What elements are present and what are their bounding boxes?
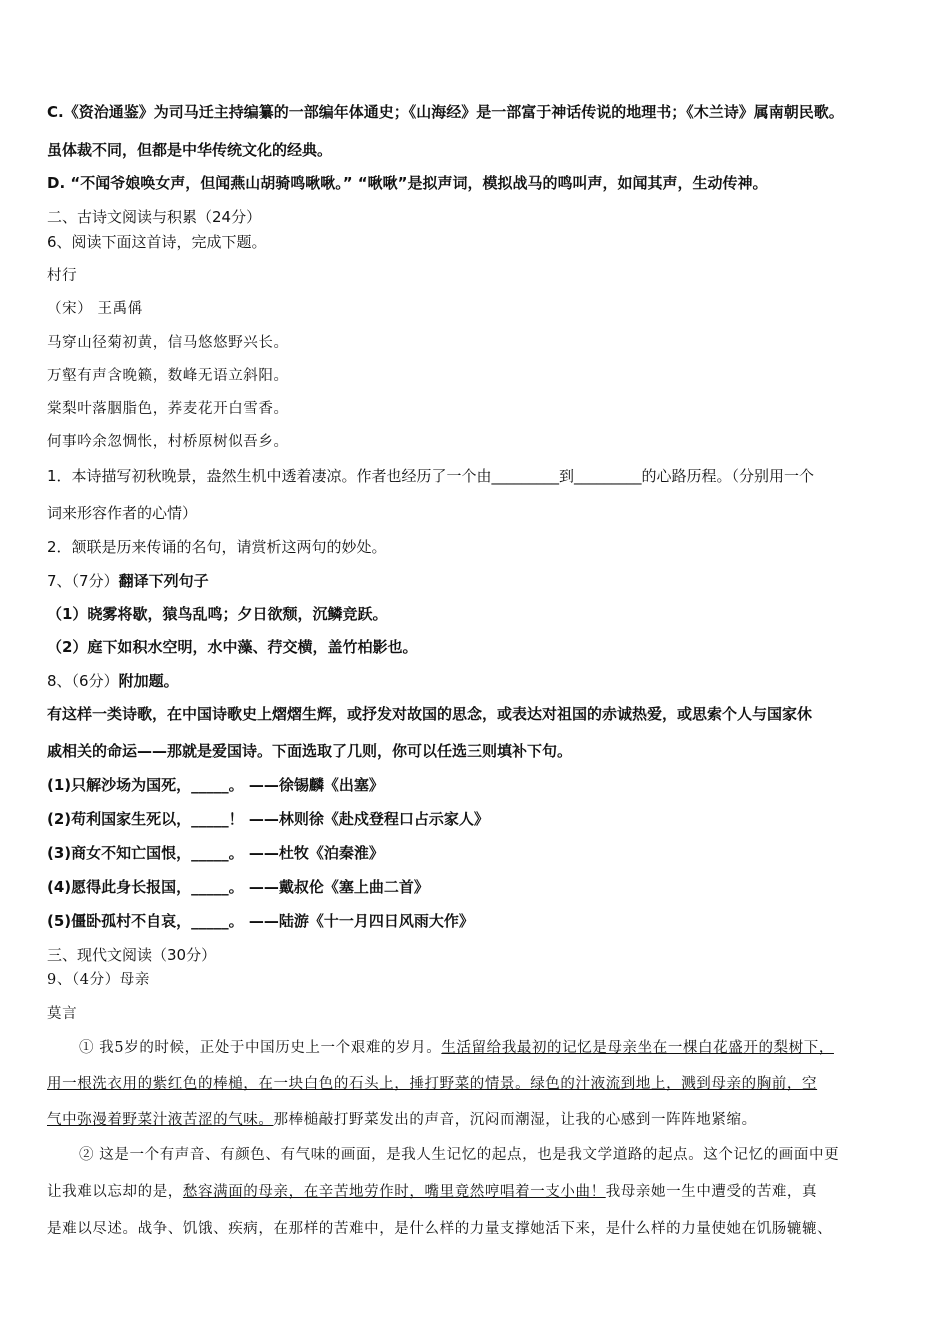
paragraph-1-text-end: 那棒槌敲打野菜发出的声音，沉闷而潮湿，让我的心感到一阵阵地紧缩。 [273, 1112, 757, 1128]
poem-line-4: 何事吟余忽惆怅，村桥原树似吾乡。 [47, 434, 289, 450]
paragraph-1-text: ① 我5岁的时候，正处于中国历史上一个艰难的岁月。 [79, 1040, 442, 1056]
section-3-heading: 三、现代文阅读（30分） [47, 946, 217, 964]
question-8 [47, 671, 179, 691]
poem-line-1: 马穿山径菊初黄，信马悠悠野兴长。 [47, 335, 289, 351]
question-7-2: （2）庭下如积水空明，水中藻、荇交横，盖竹柏影也。 [47, 638, 418, 656]
question-8-title: 附加题。 [118, 672, 179, 690]
question-6-1-line-2: 词来形容作者的心情） [47, 504, 198, 522]
option-d: D. “不闻爷娘唤女声，但闻燕山胡骑鸣啾啾。” “啾啾”是拟声词，模拟战马的鸣叫声，如闻其声，生动传神。 [47, 174, 768, 192]
paragraph-2-underlined: 愁容满面的母亲，在辛苦地劳作时，嘴里竟然哼唱着一支小曲！ [182, 1184, 606, 1200]
question-7-number: 7、（7分） [47, 572, 119, 590]
question-7 [47, 571, 209, 591]
question-8-intro-2: 戚相关的命运——那就是爱国诗。下面选取了几则，你可以任选三则填补下句。 [47, 742, 573, 760]
option-c-line-1: C.《资治通鉴》为司马迁主持编纂的一部编年体通史；《山海经》是一部富于神话传说的地理书；《木兰诗》属南朝民歌。 [47, 103, 844, 121]
paragraph-1-line-3 [47, 1110, 757, 1130]
question-6-1-line-1: 1．本诗描写初秋晚景，盎然生机中透着凄凉。作者也经历了一个由_________到_________的心路历程。（分别用一个 [47, 467, 815, 485]
question-6-2: 2．颔联是历来传诵的名句，请赏析这两句的妙处。 [47, 538, 387, 556]
poem-line-3: 棠梨叶落胭脂色，荞麦花开白雪香。 [47, 401, 289, 417]
paragraph-2-text: 让我难以忘却的是， [47, 1184, 183, 1200]
article-author: 莫言 [47, 1006, 78, 1022]
paragraph-2-line-1: ② 这是一个有声音、有颜色、有气味的画面，是我人生记忆的起点，也是我文学道路的起点。这个记忆的画面中更 [79, 1147, 840, 1163]
question-8-item-4: (4)愿得此身长报国，_____。 ——戴叔伦《塞上曲二首》 [47, 878, 429, 896]
poem-author: （宋） 王禹偁 [47, 301, 143, 317]
paragraph-2-text-end: 我母亲她一生中遭受的苦难，真 [605, 1184, 818, 1200]
section-2-heading: 二、古诗文阅读与积累（24分） [47, 208, 262, 226]
option-c-line-2: 虽体裁不同，但都是中华传统文化的经典。 [47, 141, 333, 159]
question-7-title: 翻译下列句子 [118, 572, 209, 590]
poem-title: 村行 [47, 268, 78, 284]
poem-line-2: 万壑有声含晚籁，数峰无语立斜阳。 [47, 368, 289, 384]
question-8-item-2: (2)苟利国家生死以，_____！ ——林则徐《赴戍登程口占示家人》 [47, 810, 489, 828]
question-8-item-3: (3)商女不知亡国恨，_____。 ——杜牧《泊秦淮》 [47, 844, 384, 862]
paragraph-1-line-1 [79, 1038, 834, 1058]
question-6: 6、阅读下面这首诗，完成下题。 [47, 233, 267, 251]
paragraph-2-line-2 [47, 1182, 817, 1202]
question-8-item-1: (1)只解沙场为国死，_____。 ——徐锡麟《出塞》 [47, 776, 384, 794]
question-8-item-5: (5)僵卧孤村不自哀，_____。 ——陆游《十一月四日风雨大作》 [47, 912, 474, 930]
paragraph-1-line-2: 用一根洗衣用的紫红色的棒槌，在一块白色的石头上，捶打野菜的情景。绿色的汁液流到地上，溅到母亲的胸前，空 [47, 1076, 818, 1092]
question-7-1: （1）晓雾将歇，猿鸟乱鸣；夕日欲颓，沉鳞竞跃。 [47, 605, 388, 623]
paragraph-2-line-3: 是难以尽述。战争、饥饿、疾病，在那样的苦难中，是什么样的力量支撑她活下来，是什么样的力量使她在饥肠辘辘、 [47, 1221, 833, 1237]
paragraph-1-underlined: 生活留给我最初的记忆是母亲坐在一棵白花盛开的梨树下， [441, 1040, 834, 1056]
paragraph-1-underlined-end: 气中弥漫着野菜汁液苦涩的气味。 [47, 1112, 274, 1128]
question-8-number: 8、（6分） [47, 672, 119, 690]
question-8-intro-1: 有这样一类诗歌，在中国诗歌史上熠熠生辉，或抒发对故国的思念，或表达对祖国的赤诚热爱，或思索个人与国家休 [47, 705, 813, 723]
question-9: 9、（4分）母亲 [47, 972, 151, 988]
